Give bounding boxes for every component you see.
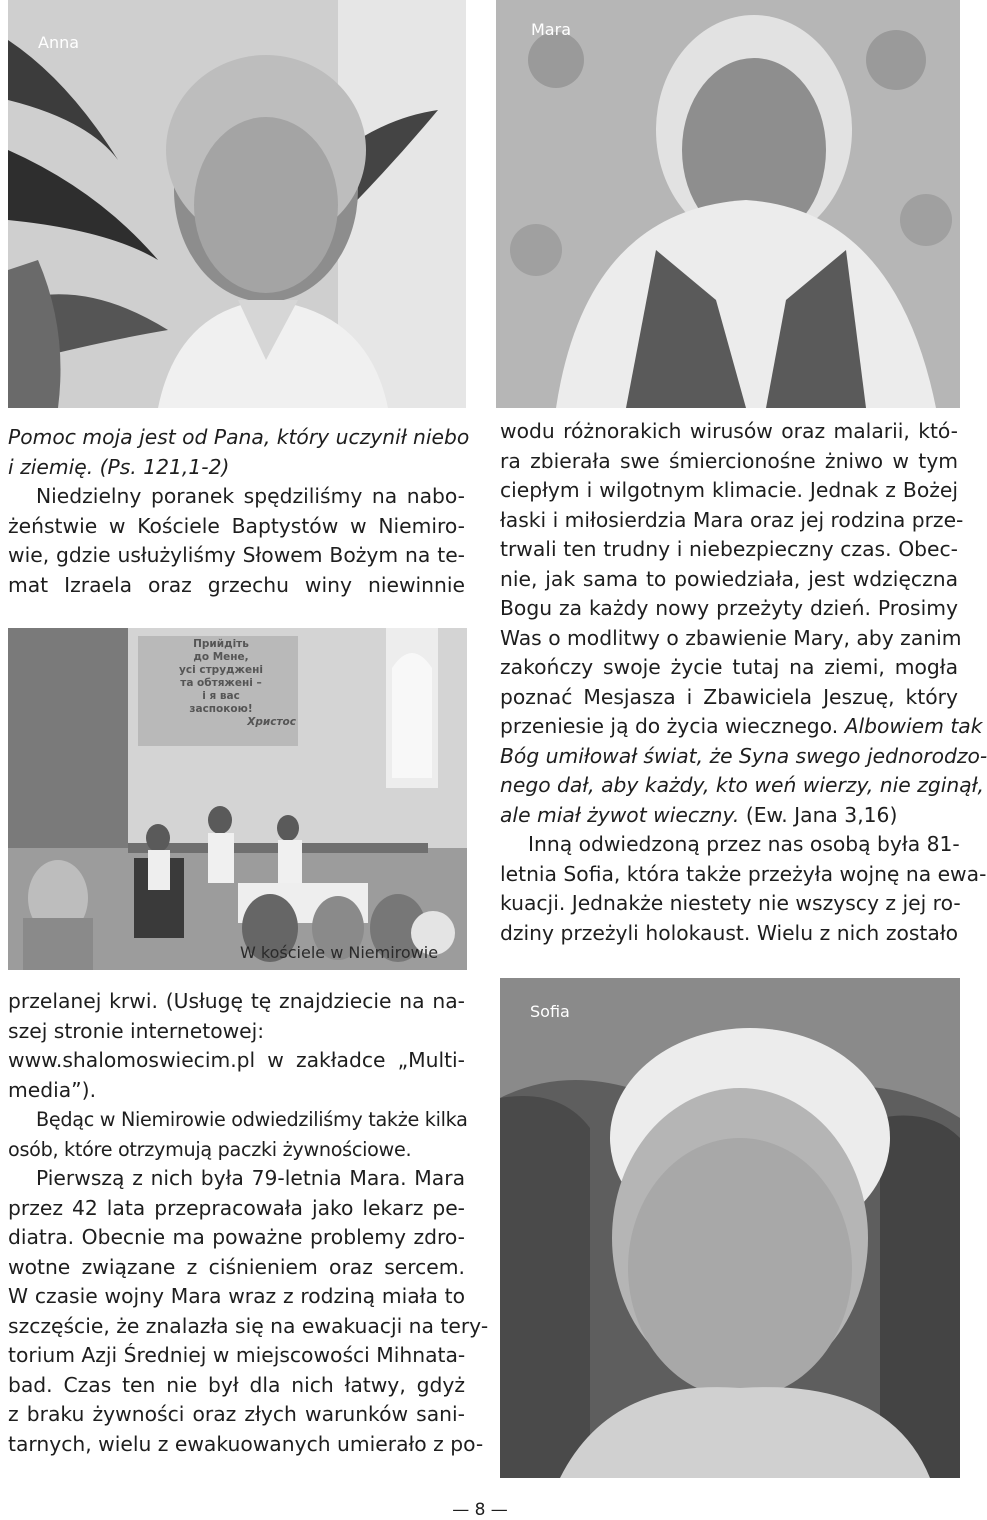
text-line: kuacji. Jednakże niestety nie wszyscy z jej ro- [500, 891, 961, 915]
text-line: poznać Mesjasza i Zbawiciela Jeszuę, który [500, 684, 958, 709]
photo-anna [8, 0, 466, 408]
text-line: szczęście, że znalazła się na ewakuacji na tery- [8, 1313, 489, 1338]
text-line: tarnych, wielu z ewakuowanych umierało z po- [8, 1431, 484, 1456]
text-line: przelanej krwi. (Usługę tę znajdziecie na na- [8, 989, 465, 1013]
text-line: Niedzielny poranek spędziliśmy na nabo- [36, 484, 465, 508]
text-line: diatra. Obecnie ma poważne problemy zdro- [8, 1225, 465, 1249]
left-column-bottom [8, 987, 489, 1459]
text-line: Bóg umiłował świat, że Syna swego jednorodzo- [500, 743, 987, 768]
text-segment: (Ew. Jana 3,16) [745, 802, 898, 827]
left-column-top [8, 423, 470, 600]
text-line: Inną odwiedzoną przez nas osobą była 81- [528, 832, 960, 856]
text-line: wodu różnorakich wirusów oraz malarii, któ- [500, 419, 958, 443]
photo-mara-image [496, 0, 960, 408]
text-line: wie, gdzie usłużyliśmy Słowem Bożym na te- [8, 543, 465, 567]
banner-line: Христос [247, 716, 296, 728]
text-line: Będąc w Niemirowie odwiedziliśmy także kilka [36, 1108, 468, 1131]
photo-sofia-image [500, 978, 960, 1478]
banner-line: і я вас [202, 690, 240, 702]
photo-anna-image [8, 0, 466, 408]
photo-church [8, 628, 467, 970]
text-segment-italic: Albowiem tak [844, 714, 983, 738]
banner-line: заспокою! [189, 703, 253, 715]
banner-line: усі струджені [179, 664, 263, 676]
text-line: www.shalomoswiecim.pl w zakładce „Multi- [8, 1048, 465, 1072]
text-line: szej stronie internetowej: [8, 1018, 265, 1043]
photo-caption-mara: Mara [531, 20, 571, 39]
right-column [500, 417, 987, 948]
text-line: media”). [8, 1077, 97, 1102]
text-line: W czasie wojny Mara wraz z rodziną miała to [8, 1284, 465, 1308]
banner-line: до Мене, [193, 651, 249, 663]
page-number: — 8 — [452, 1500, 508, 1520]
text-line: trwali ten trudny i niebezpieczny czas. Obec- [500, 537, 958, 561]
banner-line: Прийдіть [193, 638, 249, 650]
text-line: nie, jak sama to powiedziała, jest wdzięczna [500, 566, 958, 591]
text-line: Was o modlitwy o zbawienie Mary, aby zanim [500, 625, 962, 650]
text-line: z braku żywności oraz złych warunków sani- [8, 1402, 465, 1426]
text-line: torium Azji Średniej w miejscowości Mihnata- [8, 1343, 466, 1367]
text-line: wotne związane z ciśnieniem oraz sercem. [8, 1254, 465, 1279]
text-line: dziny przeżyli holokaust. Wielu z nich zostało [500, 920, 958, 945]
text-segment-italic: ale miał żywot wieczny. [500, 802, 740, 827]
text-line: Pomoc moja jest od Pana, który uczynił niebo [8, 425, 470, 449]
photo-caption-anna: Anna [38, 33, 80, 52]
banner-line: та обтяжені – [180, 677, 262, 689]
text-line: bad. Czas ten nie był dla nich łatwy, gdyż [8, 1372, 465, 1397]
text-line [500, 801, 958, 831]
text-line: zakończy swoje życie tutaj na ziemi, mogła [500, 655, 958, 679]
photo-sofia [500, 978, 960, 1478]
text-segment: przeniesie ją do życia wiecznego. [500, 714, 839, 738]
photo-mara [496, 0, 960, 408]
text-line: żeństwie w Kościele Baptystów w Niemiro- [8, 513, 465, 538]
text-line: ra zbierała swe śmiercionośne żniwo w tym [500, 448, 958, 473]
photo-caption-sofia: Sofia [530, 1002, 570, 1021]
text-line: ciepłym i wilgotnym klimacie. Jednak z Bożej [500, 478, 958, 502]
text-line: Bogu za każdy nowy przeżyty dzień. Prosimy [500, 596, 958, 620]
text-line: łaski i miłosierdzia Mara oraz jej rodzina prze- [500, 507, 964, 532]
text-line: nego dał, aby każdy, kto weń wierzy, nie zginął, [500, 773, 984, 797]
text-line [500, 712, 983, 742]
text-line: Pierwszą z nich była 79-letnia Mara. Mara [36, 1166, 465, 1190]
text-line: letnia Sofia, która także przeżyła wojnę na ewa- [500, 861, 987, 886]
text-line: przez 42 lata przepracowała jako lekarz pe- [8, 1195, 465, 1220]
church-banner-text [146, 638, 296, 729]
text-line: mat Izraela oraz grzechu winy niewinnie [8, 572, 465, 597]
text-line: i ziemię. (Ps. 121,1-2) [8, 454, 230, 479]
photo-caption-church: W kościele w Niemirowie [240, 943, 439, 962]
text-line: osób, które otrzymują paczki żywnościowe. [8, 1137, 412, 1161]
